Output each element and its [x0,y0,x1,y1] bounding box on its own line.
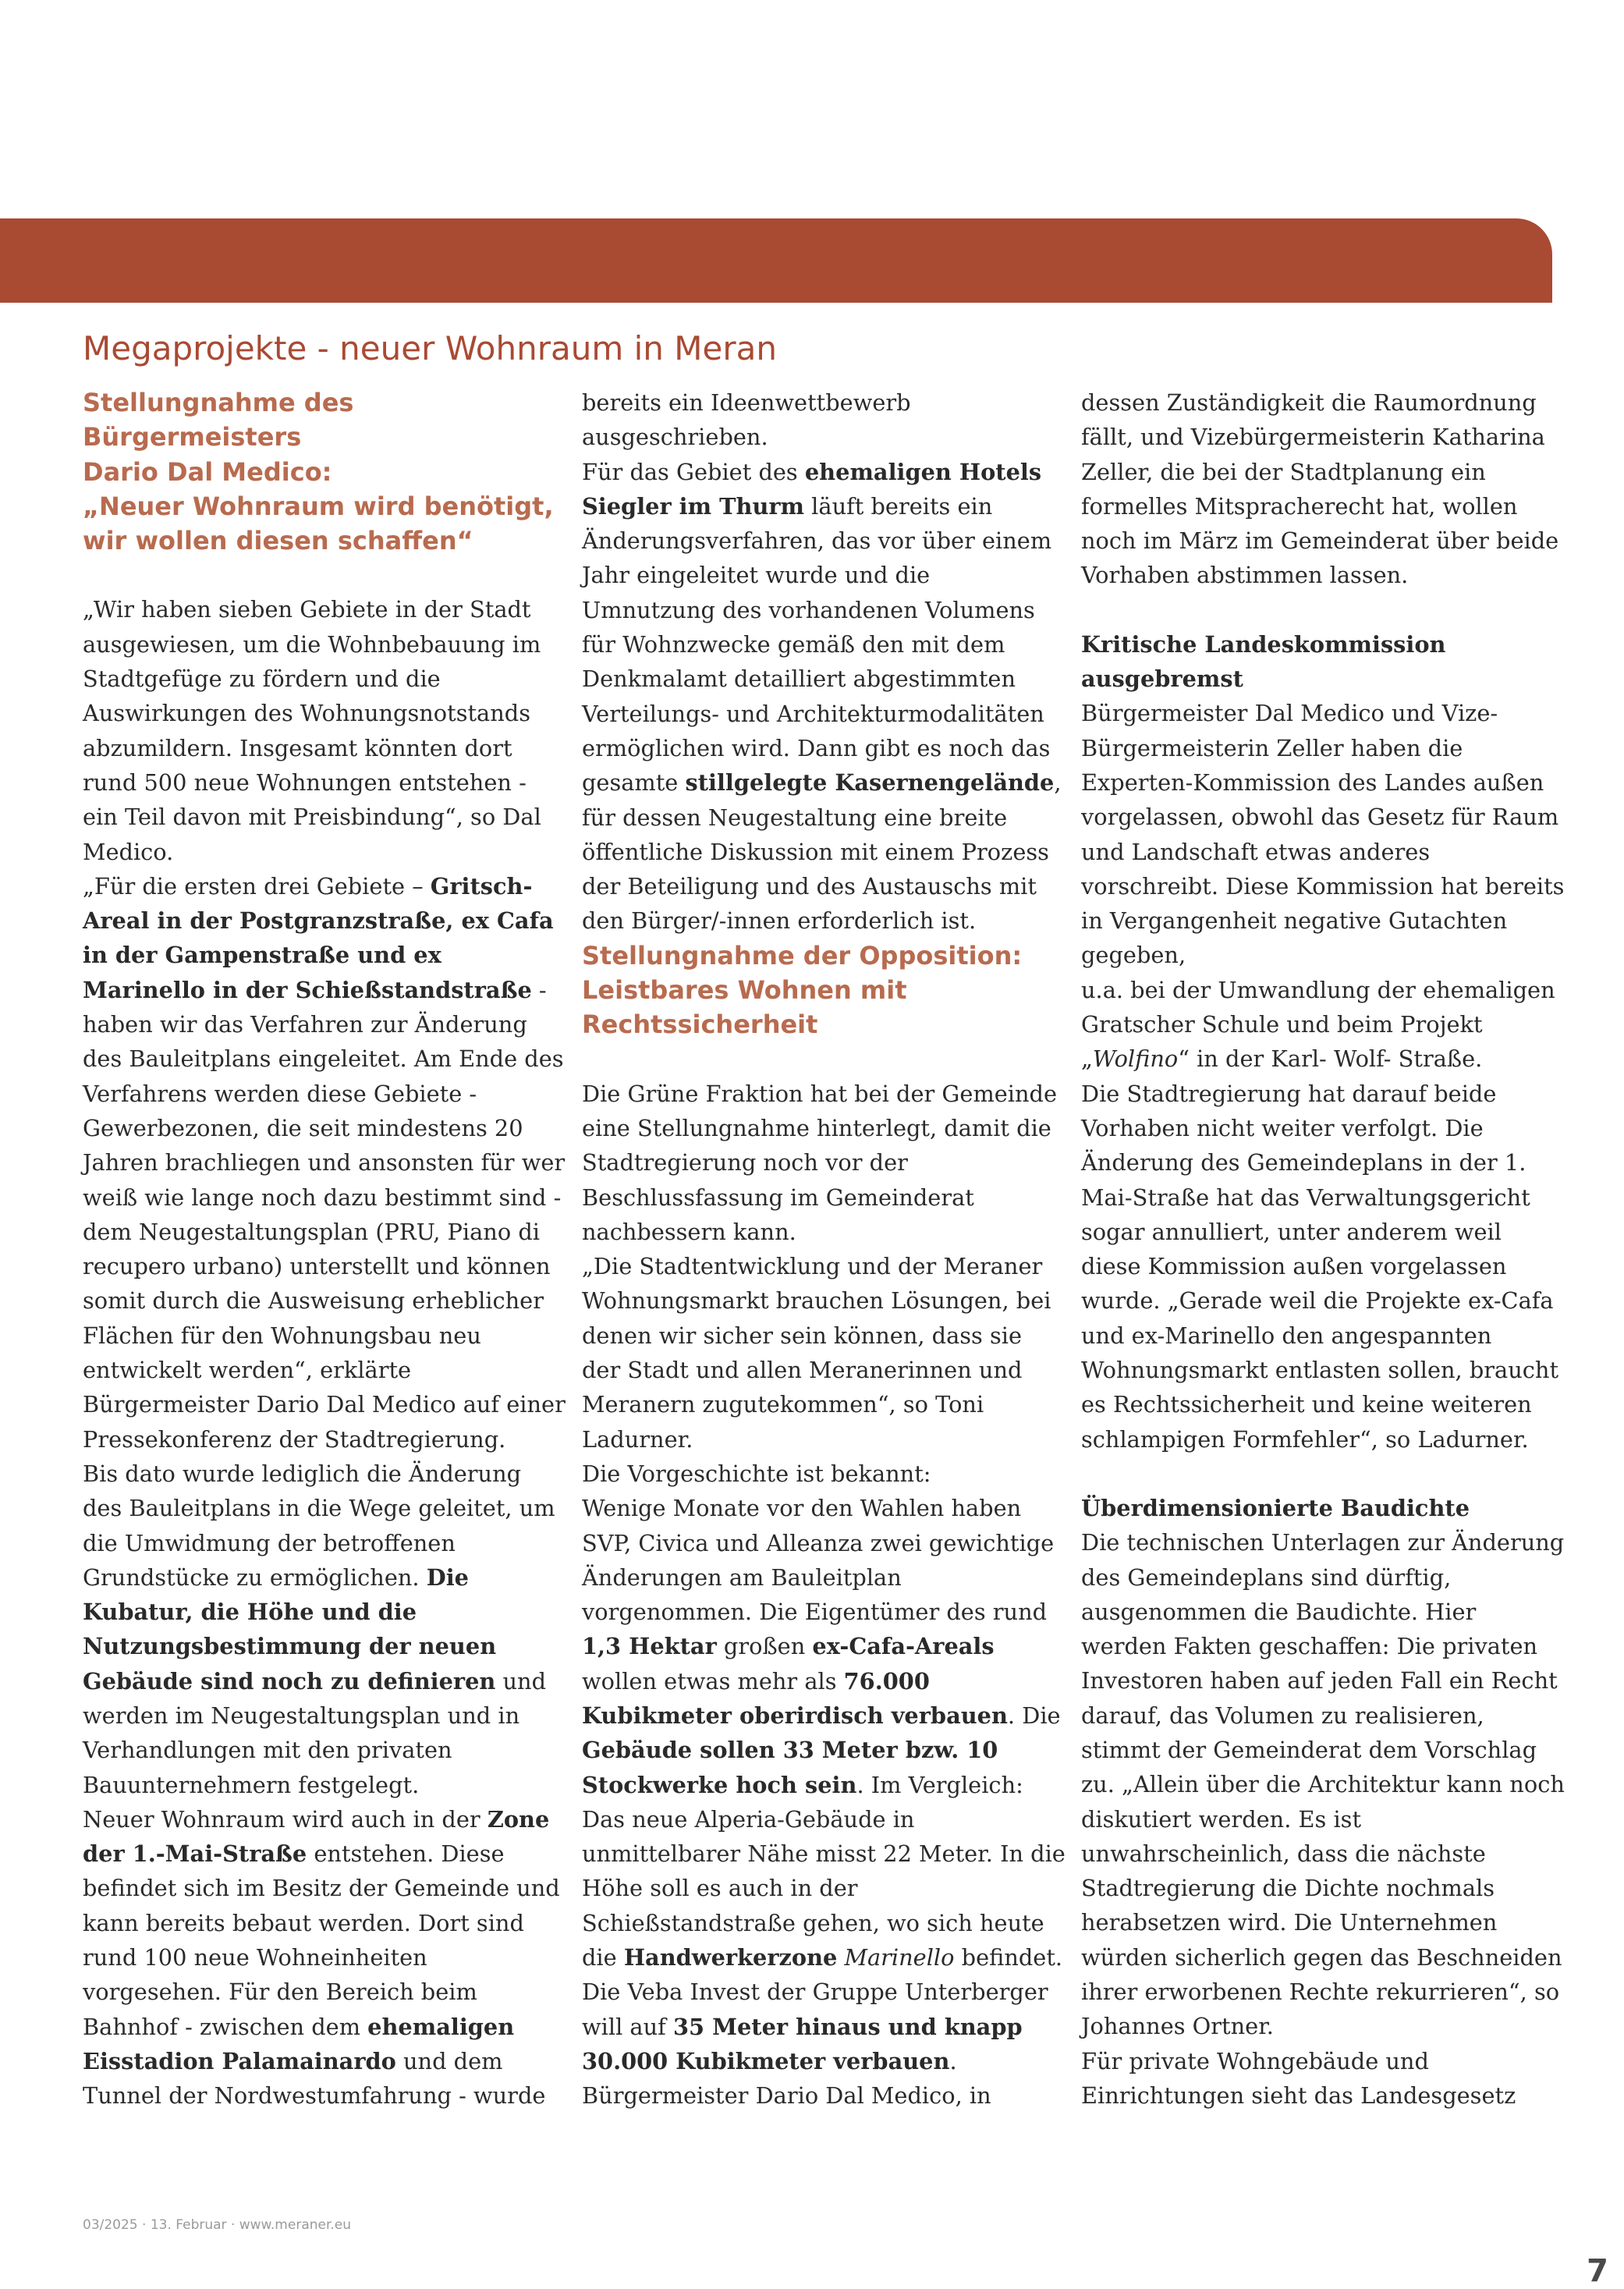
header-color-band [0,218,1552,303]
heading-line: Leistbares Wohnen mit [582,975,907,1006]
article2-paragraph: Die Stadtregierung hat darauf beide Vorhaben nicht weiter verfolgt. Die Änderung des Gemeindeplans in der 1. Mai-Straße hat das Verwaltungsgericht sogar annulliert, unter anderem weil diese Kommission außen vorgelassen wurde. „Gerade weil die Projekte ex-Cafa und ex-Marinello den angespannten Wohnungsmarkt entlasten sollen, braucht es Rechtssicherheit und keine weiteren schlampigen Formfehler“, so Ladurner. [1081,1080,1559,1453]
column-2 [582,385,1066,2113]
article2-heading [582,939,1066,1042]
article2-paragraph [1081,973,1565,1077]
text-run: “ in der Karl- Wolf- Straße. [1178,1045,1483,1073]
bold-text: Die Kubatur, die Höhe und die Nutzungsbestimmung der neuen Gebäude sind noch zu definieren [83,1563,497,1695]
text-run: und werden im Neugestaltungsplan und in Verhandlungen mit den privaten Bauunternehmern festgelegt. [83,1667,547,1798]
bold-text: ehemaligen Hotels Siegler im Thurm [582,458,1042,520]
column-3 [1081,385,1565,2113]
article1-paragraph [582,385,1066,455]
text-run: Für das Gebiet des [582,458,805,485]
column-1 [83,385,566,2113]
heading-line: Dario Dal Medico: [83,456,332,487]
text-run: . Die [1007,1702,1061,1729]
text-run: befindet. Die Veba Invest der Gruppe Unterberger will auf [582,1944,1063,2040]
text-run: dessen Zuständigkeit die Raumordnung fällt, und Vizebürgermeisterin Katharina Zeller, die bei der Stadtplanung ein formelles Mitspracherecht hat, wollen noch im März im Gemeinderat über beide Vorhaben abstimmen lassen. [1081,389,1559,589]
article1-heading [83,385,566,558]
heading-line: wir wollen diesen schaffen“ [83,526,473,556]
article1-paragraph: „Wir haben sieben Gebiete in der Stadt ausgewiesen, um die Wohnbebauung im Stadtgefüge zu fördern und die Auswirkungen des Wohnungsnotstands abzumildern. Insgesamt könnten dort rund 500 neue Wohnungen entstehen - ein Teil davon mit Preisbindung“, so Dal Medico. [83,596,541,865]
heading-line: Rechtssicherheit [582,1010,818,1040]
heading-line: Stellungnahme des Bürgermeisters [83,388,354,452]
text-run: und dem Tunnel der Nordwestumfahrung - wurde [83,2047,546,2110]
bold-text: Gritsch-Areal in der Postgranzstraße, ex Cafa in der Gampenstraße und ex Marinello in der Schießstandstraße [83,872,554,1003]
article2-paragraph: Die Vorgeschichte ist bekannt: [582,1460,931,1487]
section-title: Megaprojekte - neuer Wohnraum in Meran [83,329,777,367]
text-run: . Bürgermeister Dario Dal Medico, in [582,2047,991,2110]
text-run: , für dessen Neugestaltung eine breite öffentliche Diskussion mit einem Prozess der Beteiligung und des Austauschs mit den Bürger/-innen erforderlich ist. [582,769,1062,935]
text-run: großen [716,1633,813,1660]
bold-text: Zone der 1.-Mai-Straße [83,1805,550,1868]
text-run: . Im Vergleich: Das neue Alperia-Gebäude in unmittelbarer Nähe misst 22 Meter. In die Höhe soll es auch in der Schießstandstraße gehen, wo sich heute die [582,1771,1066,1971]
article2-paragraph [582,1491,1066,2113]
article1-paragraph [582,455,1066,939]
article1-paragraph [83,1802,566,2113]
text-run: - haben wir das Verfahren zur Änderung des Bauleitplans eingeleitet. Am Ende des Verfahrens werden diese Gebiete - Gewerbezonen, die seit mindestens 20 Jahren brachliegen und ansonsten für wer weiß wie lange noch dazu bestimmt sind - dem Neugestaltungsplan (PRU, Piano di recupero urbano) unterstellt und können somit durch die Ausweisung erheblicher Flächen für den Wohnungsbau neu entwickelt werden“, erklärte Bürgermeister Dario Dal Medico auf einer Pressekonferenz der Stadtregierung. [83,976,566,1453]
article2-paragraph [1081,385,1565,593]
bold-text: stillgelegte Kasernengelände [685,769,1055,797]
footer-issue-info: 03/2025 · 13. Februar · www.meraner.eu [83,2217,352,2233]
bold-text: 1,3 Hektar [582,1633,717,1660]
article2-paragraph: „Die Stadtentwicklung und der Meraner Wohnungsmarkt brauchen Lösungen, bei denen wir sicher sein können, dass sie der Stadt und allen Meranerinnen und Meranern zugutekommen“, so Toni Ladurner. [582,1253,1051,1453]
heading-line: Stellungnahme der Opposition: [582,940,1023,971]
article2-paragraph: Bürgermeister Dal Medico und Vize-Bürgermeisterin Zeller haben die Experten-Kommission des Landes außen vorgelassen, obwohl das Gesetz für Raum und Landschaft etwas anderes vorschreibt. Diese Kommission hat bereits in Vergangenheit negative Gutachten gegeben, [1081,700,1565,969]
bold-text: 35 Meter hinaus und knapp 30.000 Kubikmeter verbauen [582,2013,1023,2074]
subheading-landeskommission: Kritische Landeskommission ausgebremst [1081,630,1446,693]
text-run: wollen etwas mehr als [582,1667,844,1695]
text-run: Wenige Monate vor den Wahlen haben SVP, Civica und Alleanza zwei gewichtige Änderungen am Bauleitplan vorgenommen. Die Eigentümer des rund [582,1495,1055,1626]
article2-paragraph: Für private Wohngebäude und Einrichtungen sieht das Landesgesetz [1081,2047,1516,2109]
text-run: läuft bereits ein Änderungsverfahren, das vor über einem Jahr eingeleitet wurde und die Umnutzung des vorhandenen Volumens für Wohnzwecke gemäß den mit dem Denkmalamt detailliert abgestimmten Verteilungs- und Architekturmodalitäten ermöglichen wird. Dann gibt es noch das gesamte [582,492,1052,797]
page-number: 7 [1587,2253,1608,2289]
article1-paragraph [83,869,566,1457]
text-run: Bis dato wurde lediglich die Änderung des Bauleitplans in die Wege geleitet, um die Umwidmung der betroffenen Grundstücke zu ermöglichen. [83,1460,555,1591]
text-run: Neuer Wohnraum wird auch in der [83,1805,488,1833]
article2-paragraph: Die technischen Unterlagen zur Änderung des Gemeindeplans sind dürftig, ausgenommen die Baudichte. Hier werden Fakten geschaffen: Die privaten Investoren haben auf jeden Fall ein Recht darauf, das Volumen zu realisieren, stimmt der Gemeinderat dem Vorschlag zu. „Allein über die Architektur kann noch diskutiert werden. Es ist unwahrscheinlich, dass die nächste Stadtregierung die Dichte nochmals herabsetzen wird. Die Unternehmen würden sicherlich gegen das Beschneiden ihrer erworbenen Rechte rekurrieren“, so Johannes Ortner. [1081,1529,1565,2040]
text-run: bereits ein Ideenwettbewerb ausgeschrieben. [582,389,911,451]
heading-line: „Neuer Wohnraum wird benötigt, [83,491,554,521]
text-run [837,1944,844,1971]
text-run: u.a. bei der Umwandlung der ehemaligen Gratscher Schule und beim Projekt „ [1081,976,1555,1073]
text-run: entstehen. Diese befindet sich im Besitz der Gemeinde und kann bereits bebaut werden. Dort sind rund 100 neue Wohneinheiten vorgesehen. Für den Bereich beim Bahnhof - zwischen dem [83,1840,560,2040]
article2-paragraph: Die Grüne Fraktion hat bei der Gemeinde eine Stellungnahme hinterlegt, damit die Stadtregierung noch vor der Beschlussfassung im Gemeinderat nachbessern kann. [582,1080,1058,1245]
bold-text: 76.000 Kubikmeter oberirdisch verbauen [582,1667,1008,1729]
italic-text: Wolfino [1092,1045,1179,1073]
article1-paragraph [83,1457,566,1802]
bold-text: ex-Cafa-Areals [812,1633,995,1660]
text-run: „Für die ersten drei Gebiete – [83,872,431,900]
bold-text: Handwerkerzone [623,1944,838,1971]
subheading-baudichte: Überdimensionierte Baudichte [1081,1494,1470,1521]
bold-text: Gebäude sollen 33 Meter bzw. 10 Stockwerke hoch sein [582,1737,998,1798]
bold-text: ehemaligen Eisstadion Palamainardo [83,2013,515,2074]
italic-text: Marinello [844,1944,955,1971]
